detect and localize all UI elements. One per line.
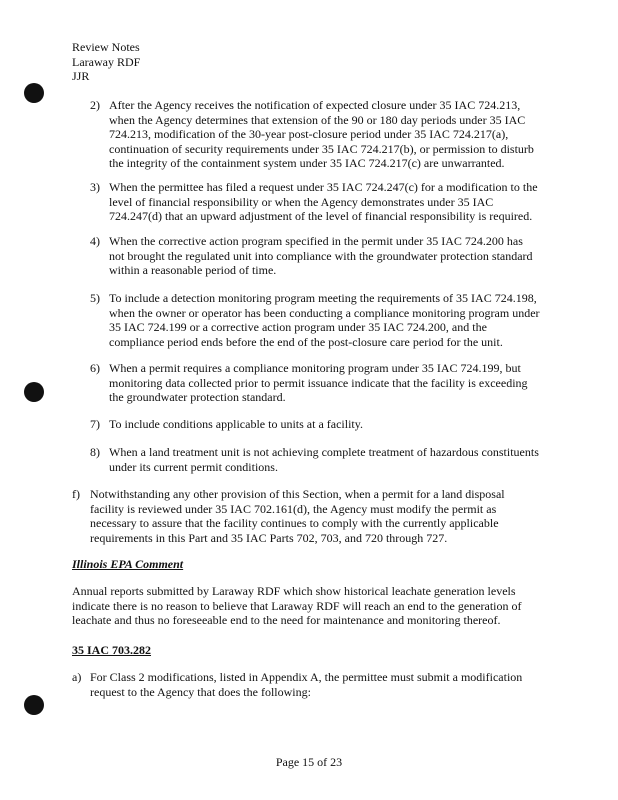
list-item-text: facility is reviewed under 35 IAC 702.161(d), the Agency must modify the permit as	[90, 501, 497, 516]
document-header	[72, 40, 140, 84]
list-item-text: continuation of security requirements under 35 IAC 724.217(b), or permission to disturb	[109, 141, 534, 156]
punch-hole-bottom	[24, 695, 44, 715]
list-item-number: 4)	[90, 234, 100, 248]
list-item-number: 7)	[90, 417, 100, 431]
list-item-number: 6)	[90, 361, 100, 375]
list-item-text: When the permittee has filed a request under 35 IAC 724.247(c) for a modification to the	[109, 180, 538, 194]
comment-heading: Illinois EPA Comment	[72, 557, 184, 571]
list-item-text: request to the Agency that does the following:	[90, 684, 311, 699]
list-item-number: a)	[72, 670, 82, 684]
list-item-text: 724.247(d) that an upward adjustment of the level of financial responsibility is required.	[109, 209, 533, 224]
list-item-number: f)	[72, 487, 80, 501]
list-item-text: the groundwater protection standard.	[109, 390, 286, 405]
punch-hole-top	[24, 83, 44, 103]
list-item-text: When a land treatment unit is not achieving complete treatment of hazardous constituents	[109, 445, 539, 459]
list-item-text: To include a detection monitoring program meeting the requirements of 35 IAC 724.198,	[109, 291, 537, 305]
list-item-number: 2)	[90, 98, 100, 112]
list-item-text: requirements in this Part and 35 IAC Parts 702, 703, and 720 through 727.	[90, 530, 448, 545]
header-facility: Laraway RDF	[72, 54, 141, 69]
list-item-text: 35 IAC 724.199 or a corrective action program under 35 IAC 724.200, and the	[109, 320, 487, 335]
header-review-notes: Review Notes	[72, 40, 140, 54]
list-item-text: not brought the regulated unit into compliance with the groundwater protection standard	[109, 248, 533, 263]
comment-text: indicate there is no reason to believe that Laraway RDF will reach an end to the generation of	[72, 598, 522, 613]
list-item-text: necessary to assure that the facility continues to comply with the currently applicable	[90, 516, 499, 531]
list-item-text: within a reasonable period of time.	[109, 263, 277, 278]
comment-text: leachate and thus no foreseeable end to the need for maintenance and monitoring thereof.	[72, 613, 501, 628]
header-initials: JJR	[72, 69, 90, 83]
list-item-text: monitoring data collected prior to permit issuance indicate that the facility is exceeding	[109, 375, 528, 390]
list-item-text: When the corrective action program specified in the permit under 35 IAC 724.200 has	[109, 234, 523, 248]
list-item-text: For Class 2 modifications, listed in Appendix A, the permittee must submit a modification	[90, 670, 523, 684]
list-item-text: 724.213, modification of the 30-year post-closure period under 35 IAC 724.217(a),	[109, 127, 509, 142]
section-heading: 35 IAC 703.282	[72, 643, 152, 657]
list-item-text: When a permit requires a compliance monitoring program under 35 IAC 724.199, but	[109, 361, 521, 375]
list-item-text: when the Agency determines that extension of the 90 or 180 day periods under 35 IAC	[109, 112, 526, 127]
list-item-text: under its current permit conditions.	[109, 459, 278, 474]
list-item-number: 3)	[90, 180, 100, 194]
punch-hole-middle	[24, 382, 44, 402]
list-item-text: when the owner or operator has been conducting a compliance monitoring program under	[109, 305, 540, 320]
list-item-text: To include conditions applicable to units at a facility.	[109, 417, 363, 431]
list-item-number: 8)	[90, 445, 100, 459]
list-item-number: 5)	[90, 291, 100, 305]
list-item-text: level of financial responsibility or when the Agency demonstrates under 35 IAC	[109, 194, 494, 209]
list-item-text: the integrity of the containment system under 35 IAC 724.217(c) are unwarranted.	[109, 156, 505, 171]
list-item-text: Notwithstanding any other provision of this Section, when a permit for a land disposal	[90, 487, 505, 501]
comment-text: Annual reports submitted by Laraway RDF which show historical leachate generation levels	[72, 584, 516, 598]
page-number: Page 15 of 23	[275, 755, 343, 769]
list-item-text: After the Agency receives the notification of expected closure under 35 IAC 724.213,	[109, 98, 521, 112]
list-item-text: compliance period ends before the end of the post-closure care period for the unit.	[109, 334, 503, 349]
